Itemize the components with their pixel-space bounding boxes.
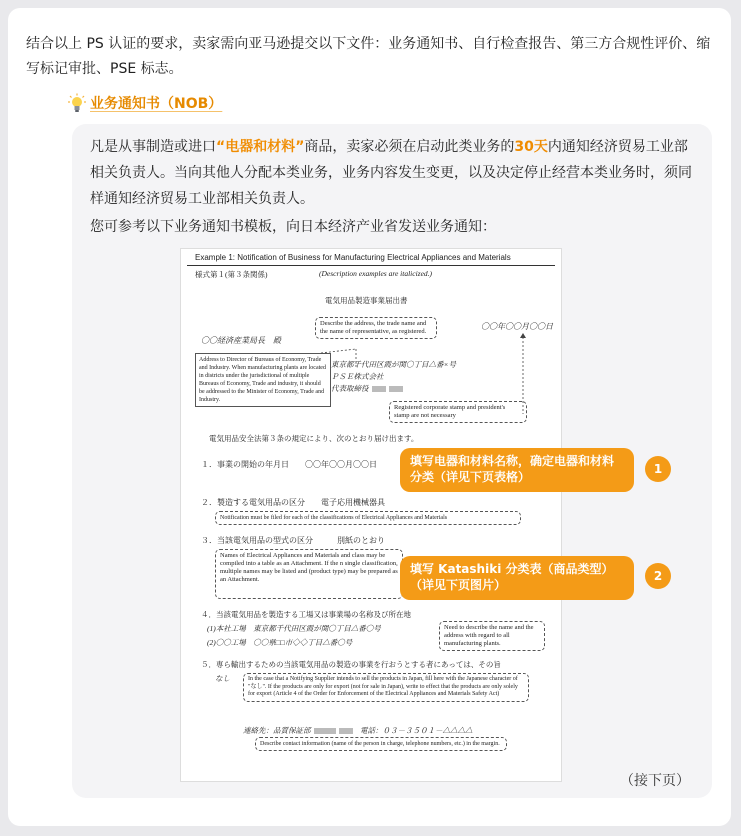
doc-header: Example 1: Notification of Business for Manufacturing Electrical Appliances and Materials bbox=[195, 253, 511, 262]
step-badge-2: 2 bbox=[645, 563, 671, 589]
addressee: 〇〇経済産業局長 殿 bbox=[201, 336, 281, 345]
item-5: ５．専ら輸出するための当該電気用品の製造の事業を行おうとする者にあっては、その旨 bbox=[201, 660, 501, 669]
item-4: ４．当該電気用品を製造する工場又は事業場の名称及び所在地 bbox=[201, 610, 411, 619]
law-statement: 電気用品安全法第３条の規定により、次のとおり届け出ます。 bbox=[209, 434, 419, 443]
continued-label: （接下页） bbox=[620, 773, 690, 789]
representative: 代表取締役 bbox=[331, 383, 403, 394]
form-number: 様式第１(第３条関係) bbox=[195, 270, 268, 279]
bureau-note-box: Address to Director of Bureaus of Economy, Trade and Industry. When manufacturing plants are located in districts under the jurisdictional of multiple Bureaus of Economy, Trade and industry, it should be addressed to the Minister of Economy, Trade and Industry. bbox=[195, 353, 331, 407]
stamp-note-box: Registered corporate stamp and president's stamp are not necessary bbox=[389, 401, 527, 423]
highlight-materials: “电器和材料” bbox=[216, 139, 305, 155]
italic-note: (Description examples are italicized.) bbox=[319, 269, 433, 278]
callout-2: 填写 Katashiki 分类表（商品类型）（详见下页图片） bbox=[400, 556, 634, 600]
step-badge-1: 1 bbox=[645, 456, 671, 482]
plant-2: (2)〇〇工場 〇〇県□□市◇◇丁目△番〇号 bbox=[207, 638, 353, 647]
section-title: 业务通知书（NOB） bbox=[90, 96, 223, 112]
intro-text: 结合以上 PS 认证的要求，卖家需向亚马逊提交以下文件：业务通知书、自行检查报告、第三方合规性评价、缩写标记审批、PSE 标志。 bbox=[26, 36, 711, 77]
paragraph-1: 凡是从事制造或进口“电器和材料”商品，卖家必须在启动此类业务的30天内通知经济贸易工业部相关负责人。当向其他人分配本类业务，业务内容发生变更，以及决定停止经营本类业务时，须同样通知经济贸易工业部相关负责人。 bbox=[90, 139, 692, 207]
item-2: ２．製造する電気用品の区分 電子応用機械器具 bbox=[201, 498, 385, 507]
company-name: ＰＳＥ株式会社 bbox=[331, 372, 384, 381]
lightbulb-icon bbox=[68, 93, 86, 113]
callout-1: 填写电器和材料名称，确定电器和材料分类（详见下页表格） bbox=[400, 448, 634, 492]
address-note-box: Describe the address, the trade name and the name of representative, as registered. bbox=[315, 317, 437, 339]
classification-note-box: Notification must be filed for each of the classifications of Electrical Appliances and Materials bbox=[215, 511, 521, 525]
item-1: １．事業の開始の年月日 〇〇年〇〇月〇〇日 bbox=[201, 460, 377, 469]
item-3: ３．当該電気用品の型式の区分 別紙のとおり bbox=[201, 536, 385, 545]
contact-line: 連絡先：品質保証部 電話：０３－３５０１－△△△△ bbox=[243, 726, 473, 735]
plant-note-box: Need to describe the name and the address with regard to all manufacturing plants. bbox=[439, 621, 545, 651]
highlight-days: 30天 bbox=[514, 139, 548, 155]
notification-template-image bbox=[181, 249, 561, 781]
form-title: 電気用品製造事業届出書 bbox=[325, 296, 408, 305]
item-5-value: なし bbox=[215, 674, 230, 683]
export-note-box: In the case that a Notifying Supplier intends to sell the products in Japan, fill here with the Japanese character of "なし". If the products are only for export (not for sale in Japan), write to effect that the products are only solely for export (Article 4 of the Order for Enforcement of the Electrical Appliances and Materials Safety Act) bbox=[243, 673, 529, 702]
contact-note-box: Describe contact information (name of the person in charge, telephone numbers, etc.) in the margin. bbox=[255, 737, 507, 751]
connector-arrows bbox=[181, 249, 561, 781]
section-heading bbox=[68, 92, 222, 114]
plant-1: (1)本社工場 東京都千代田区霞が関〇丁目△番〇号 bbox=[207, 624, 381, 633]
type-note-box: Names of Electrical Appliances and Materials and class may be compiled into a table as an Attachment. If the n single classification, multiple names may be listed and (product type) may be prepared as an Attachment. bbox=[215, 549, 403, 599]
paragraph-2: 您可参考以下业务通知书模板，向日本经济产业省发送业务通知： bbox=[90, 219, 496, 235]
doc-date: 〇〇年〇〇月〇〇日 bbox=[481, 322, 553, 331]
company-address: 東京都千代田区霞が関〇丁目△番×号 bbox=[331, 360, 457, 369]
